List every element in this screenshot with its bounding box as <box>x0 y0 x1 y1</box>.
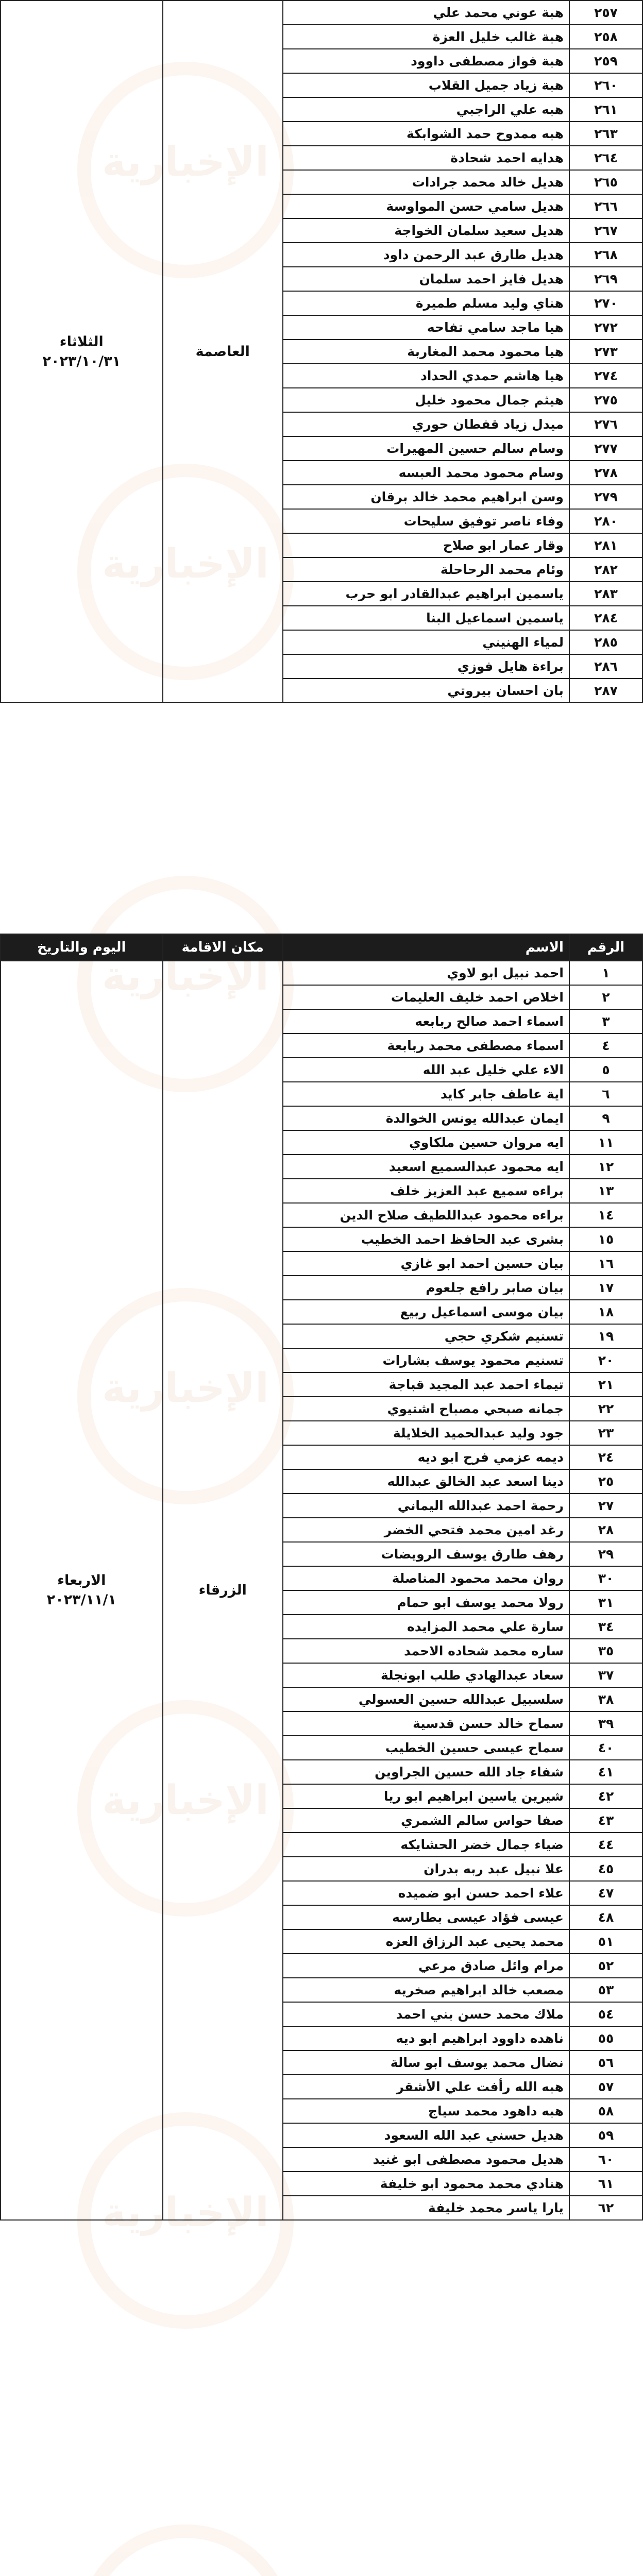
row-name: وسام سالم حسين المهيرات <box>283 436 569 461</box>
table-row <box>1 961 642 985</box>
row-name: هديل فايز احمد سلمان <box>283 267 569 291</box>
row-name: هديل سعيد سلمان الخواجة <box>283 218 569 243</box>
watermark-text: الإخبارية <box>102 2190 269 2236</box>
row-number: ٢٦٥ <box>569 170 642 194</box>
row-name: ايمان عبدالله يونس الخوالدة <box>283 1106 569 1130</box>
row-name: هبه علي الراجبي <box>283 97 569 122</box>
row-name: ميدل زياد قفطان حوري <box>283 412 569 436</box>
watermark-text: الإخبارية <box>102 1777 269 1824</box>
row-name: ساره محمد شحاده الاحمد <box>283 1639 569 1663</box>
row-name: ملاك محمد حسن بني احمد <box>283 2002 569 2026</box>
row-number: ٥٣ <box>569 1978 642 2002</box>
date-value: ٢٠٢٣/١٠/٣١ <box>42 353 121 369</box>
row-name: هبة زياد جميل القلاب <box>283 73 569 97</box>
row-number: ٢٧٠ <box>569 291 642 315</box>
row-number: ٢٧٦ <box>569 412 642 436</box>
row-number: ٢٥٧ <box>569 1 642 25</box>
row-number: ٢٨٢ <box>569 557 642 582</box>
watermark-logo <box>77 2524 294 2576</box>
row-name: رحمة احمد عبدالله اليماني <box>283 1494 569 1518</box>
row-number: ١١ <box>569 1130 642 1155</box>
row-number: ١٨ <box>569 1300 642 1324</box>
row-name: سارة علي محمد المزايده <box>283 1615 569 1639</box>
row-number: ٢٨٦ <box>569 654 642 679</box>
row-number: ١ <box>569 961 642 985</box>
row-name: هبه الله رأفت علي الأشقر <box>283 2075 569 2099</box>
header-name: الاسم <box>283 934 569 961</box>
row-number: ٢٠ <box>569 1348 642 1372</box>
row-number: ٢٧٧ <box>569 436 642 461</box>
row-name: بيان حسين احمد ابو غازي <box>283 1251 569 1276</box>
row-number: ٦٠ <box>569 2147 642 2172</box>
row-name: ياسمين اسماعيل البنا <box>283 606 569 630</box>
roster-table <box>0 934 643 2221</box>
row-name: عيسى فؤاد عيسى بطارسه <box>283 1905 569 1929</box>
day-date-cell <box>1 1 163 703</box>
row-name: ياسمين ابراهيم عبدالقادر ابو حرب <box>283 582 569 606</box>
row-name: وسام محمود محمد العبسه <box>283 461 569 485</box>
row-name: دينا اسعد عبد الخالق عبدالله <box>283 1469 569 1494</box>
row-name: ايه مروان حسين ملكاوي <box>283 1130 569 1155</box>
row-number: ٢٥ <box>569 1469 642 1494</box>
row-number: ٢٦٨ <box>569 243 642 267</box>
row-name: هيا هاشم حمدي الحداد <box>283 364 569 388</box>
row-number: ٥٧ <box>569 2075 642 2099</box>
row-number: ٢٦٧ <box>569 218 642 243</box>
row-number: ٥٦ <box>569 2050 642 2075</box>
row-number: ٤٧ <box>569 1881 642 1905</box>
row-name: اية عاطف جابر كايد <box>283 1082 569 1106</box>
row-name: وسن ابراهيم محمد خالد برقان <box>283 485 569 509</box>
row-number: ١٦ <box>569 1251 642 1276</box>
row-name: هديل سامي حسن المواوسة <box>283 194 569 218</box>
row-number: ٣٩ <box>569 1711 642 1736</box>
row-number: ٢٦٠ <box>569 73 642 97</box>
row-name: ناهده داوود ابراهيم ابو ديه <box>283 2026 569 2050</box>
row-name: هبة فواز مصطفى داوود <box>283 49 569 73</box>
row-name: براءة هايل فوزي <box>283 654 569 679</box>
header-day-date: اليوم والتاريخ <box>1 934 163 961</box>
row-number: ٢٨٠ <box>569 509 642 533</box>
row-name: نضال محمد يوسف ابو سالة <box>283 2050 569 2075</box>
row-number: ٢٦٩ <box>569 267 642 291</box>
row-name: بان احسان بيروتي <box>283 679 569 703</box>
row-number: ٢٥٨ <box>569 25 642 49</box>
day-date-cell <box>1 961 163 2220</box>
row-name: هيثم جمال محمود خليل <box>283 388 569 412</box>
row-name: شيرين ياسين ابراهيم ابو ريا <box>283 1784 569 1808</box>
row-name: تسنيم محمود يوسف بشارات <box>283 1348 569 1372</box>
row-name: روان محمد محمود المناصلة <box>283 1566 569 1590</box>
row-name: هديل محمود مصطفى ابو غنيد <box>283 2147 569 2172</box>
row-number: ٦١ <box>569 2172 642 2196</box>
row-name: هناي وليد مسلم طميرة <box>283 291 569 315</box>
residence-cell: العاصمة <box>163 1 283 703</box>
row-name: تيماء احمد عبد المجيد قباجة <box>283 1372 569 1397</box>
row-number: ٩ <box>569 1106 642 1130</box>
row-name: سلسبيل عبدالله حسين العسولي <box>283 1687 569 1711</box>
row-name: هبه ممدوح حمد الشوابكة <box>283 122 569 146</box>
row-name: سعاد عبدالهادي طلب ابونجلة <box>283 1663 569 1687</box>
row-name: هديل خالد محمد جرادات <box>283 170 569 194</box>
row-number: ٢٢ <box>569 1397 642 1421</box>
section-zarqa <box>0 934 643 2221</box>
row-number: ٤٣ <box>569 1808 642 1833</box>
row-number: ٢٧ <box>569 1494 642 1518</box>
row-number: ٥٤ <box>569 2002 642 2026</box>
row-name: وقار عمار ابو صلاح <box>283 533 569 557</box>
row-number: ٥٥ <box>569 2026 642 2050</box>
row-number: ٣٥ <box>569 1639 642 1663</box>
row-number: ١٤ <box>569 1203 642 1227</box>
row-number: ٢٦٤ <box>569 146 642 170</box>
row-number: ٥٢ <box>569 1954 642 1978</box>
row-name: علا نبيل عبد ربه بدران <box>283 1857 569 1881</box>
row-number: ٢٦٦ <box>569 194 642 218</box>
row-number: ٢٤ <box>569 1445 642 1469</box>
row-number: ٤ <box>569 1033 642 1058</box>
row-number: ٣٠ <box>569 1566 642 1590</box>
row-name: وئام محمد الرحاحلة <box>283 557 569 582</box>
row-number: ٤٨ <box>569 1905 642 1929</box>
row-number: ٢٧٤ <box>569 364 642 388</box>
watermark-text: الإخبارية <box>102 1365 269 1412</box>
row-number: ٦ <box>569 1082 642 1106</box>
watermark-text: الإخبارية <box>102 541 269 587</box>
row-name: لمياء الهنيني <box>283 630 569 654</box>
row-number: ٢٨٤ <box>569 606 642 630</box>
row-name: براءه سميع عبد العزيز خلف <box>283 1179 569 1203</box>
row-number: ٢١ <box>569 1372 642 1397</box>
row-name: مصعب خالد ابراهيم صخريه <box>283 1978 569 2002</box>
row-number: ٣٤ <box>569 1615 642 1639</box>
row-name: جود وليد عبدالحميد الخلايلة <box>283 1421 569 1445</box>
row-name: اسماء مصطفى محمد ربابعة <box>283 1033 569 1058</box>
row-number: ٥ <box>569 1058 642 1082</box>
row-number: ٢٦١ <box>569 97 642 122</box>
row-name: اخلاص احمد خليف العليمات <box>283 985 569 1009</box>
row-name: تسنيم شكري حجي <box>283 1324 569 1348</box>
residence-cell: الزرقاء <box>163 961 283 2220</box>
row-name: هديل حسني عبد الله السعود <box>283 2123 569 2147</box>
row-number: ٣٧ <box>569 1663 642 1687</box>
row-number: ٥٨ <box>569 2099 642 2123</box>
row-name: ديمه عزمي فرح ابو ديه <box>283 1445 569 1469</box>
row-number: ٢٨١ <box>569 533 642 557</box>
row-name: مرام وائل صادق مرعي <box>283 1954 569 1978</box>
row-number: ٤١ <box>569 1760 642 1784</box>
row-name: ضياء جمال خضر الحشايكه <box>283 1833 569 1857</box>
row-name: اسماء احمد صالح ربابعه <box>283 1009 569 1033</box>
row-name: بشرى عبد الحافظ احمد الخطيب <box>283 1227 569 1251</box>
day-name: الثلاثاء <box>59 333 104 350</box>
row-number: ١٣ <box>569 1179 642 1203</box>
row-number: ٢٨٥ <box>569 630 642 654</box>
row-name: براءه محمود عبداللطيف صلاح الدين <box>283 1203 569 1227</box>
row-name: صفا حواس سالم الشمري <box>283 1808 569 1833</box>
row-number: ٢٧٢ <box>569 315 642 340</box>
row-name: محمد يحيى عبد الرزاق العزه <box>283 1929 569 1954</box>
row-name: علاء احمد حسن ابو ضميده <box>283 1881 569 1905</box>
watermark-ring-icon <box>77 2524 294 2576</box>
row-number: ٤٠ <box>569 1736 642 1760</box>
table-row <box>1 1 642 25</box>
row-name: هدايه احمد شحادة <box>283 146 569 170</box>
row-name: سماح خالد حسن قدسية <box>283 1711 569 1736</box>
row-name: شفاء جاد الله حسين الجراوين <box>283 1760 569 1784</box>
row-name: هيا محمود محمد المغاربة <box>283 340 569 364</box>
row-number: ٦٢ <box>569 2196 642 2220</box>
row-name: هيا ماجد سامي تفاحه <box>283 315 569 340</box>
row-number: ١٢ <box>569 1155 642 1179</box>
row-number: ١٥ <box>569 1227 642 1251</box>
row-number: ٤٥ <box>569 1857 642 1881</box>
row-number: ٣١ <box>569 1590 642 1615</box>
row-number: ٢٣ <box>569 1421 642 1445</box>
watermark-text: الإخبارية <box>102 139 269 185</box>
row-name: يارا ياسر محمد خليفة <box>283 2196 569 2220</box>
row-number: ٢٩ <box>569 1542 642 1566</box>
row-number: ١٩ <box>569 1324 642 1348</box>
row-name: رهف طارق يوسف الرويضات <box>283 1542 569 1566</box>
row-name: الاء علي خليل عبد الله <box>283 1058 569 1082</box>
row-number: ٥١ <box>569 1929 642 1954</box>
row-number: ٣٨ <box>569 1687 642 1711</box>
row-number: ٢٧٨ <box>569 461 642 485</box>
day-name: الاربعاء <box>57 1572 106 1588</box>
row-name: ايه محمود عبدالسميع اسعيد <box>283 1155 569 1179</box>
roster-table <box>0 0 643 703</box>
row-number: ١٧ <box>569 1276 642 1300</box>
row-name: هنادي محمد محمود ابو خليفة <box>283 2172 569 2196</box>
row-number: ٢٨ <box>569 1518 642 1542</box>
header-residence: مكان الاقامة <box>163 934 283 961</box>
watermark-text: الإخبارية <box>102 953 269 999</box>
row-name: بيان موسى اسماعيل ربيع <box>283 1300 569 1324</box>
row-name: رولا محمد يوسف ابو حمام <box>283 1590 569 1615</box>
row-name: جمانه صبحي مصباح اشتيوي <box>283 1397 569 1421</box>
row-name: هبة غالب خليل العزة <box>283 25 569 49</box>
row-number: ٥٩ <box>569 2123 642 2147</box>
row-number: ٤٤ <box>569 1833 642 1857</box>
row-name: سماح عيسى حسين الخطيب <box>283 1736 569 1760</box>
row-number: ٤٢ <box>569 1784 642 1808</box>
row-name: احمد نبيل ابو لاوي <box>283 961 569 985</box>
row-number: ٢ <box>569 985 642 1009</box>
row-number: ٢٧٥ <box>569 388 642 412</box>
header-number: الرقم <box>569 934 642 961</box>
row-number: ٢٧٩ <box>569 485 642 509</box>
section-capital <box>0 0 643 703</box>
row-number: ٢٦٣ <box>569 122 642 146</box>
row-number: ٢٥٩ <box>569 49 642 73</box>
row-name: هبة عوني محمد علي <box>283 1 569 25</box>
row-number: ٢٨٧ <box>569 679 642 703</box>
row-number: ٢٨٣ <box>569 582 642 606</box>
row-name: هديل طارق عبد الرحمن داود <box>283 243 569 267</box>
row-name: هبه داهود محمد سياج <box>283 2099 569 2123</box>
row-name: بيان صابر رافع جلعوم <box>283 1276 569 1300</box>
row-name: رغد امين محمد فتحي الخضر <box>283 1518 569 1542</box>
row-number: ٣ <box>569 1009 642 1033</box>
row-number: ٢٧٣ <box>569 340 642 364</box>
date-value: ٢٠٢٣/١١/١ <box>46 1592 116 1608</box>
row-name: وفاء ناصر توفيق سليحات <box>283 509 569 533</box>
